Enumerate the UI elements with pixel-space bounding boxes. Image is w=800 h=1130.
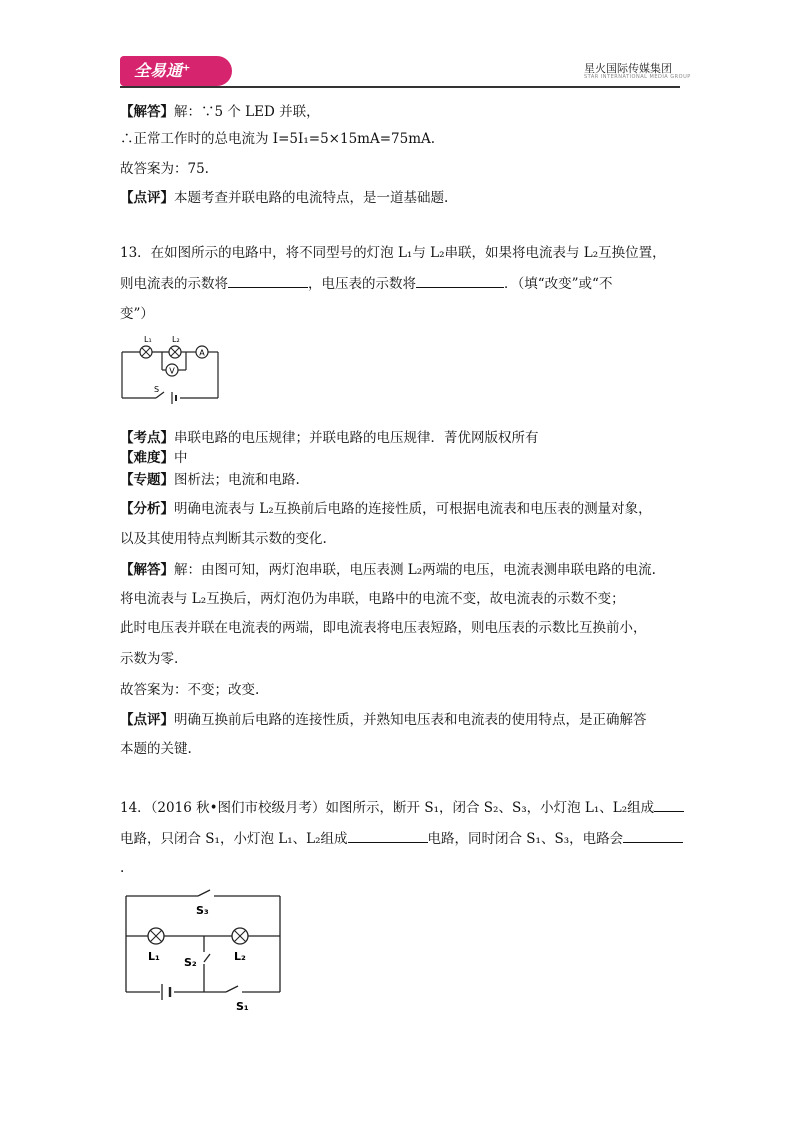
plus-icon: ⁺	[182, 61, 191, 80]
q12-comment-tag: 【点评】	[120, 190, 174, 206]
q14-stem-line2	[120, 828, 700, 849]
q13-stem-line2	[120, 273, 700, 294]
q13-stem-2b: ，电压表的示数将	[308, 276, 416, 292]
q13-dianping-tag: 【点评】	[120, 712, 174, 728]
q14-blank-2[interactable]	[348, 828, 428, 843]
q14-stem-line1	[120, 797, 700, 818]
q12-answer-tag: 【解答】	[120, 104, 174, 120]
q13-fenxi-line1	[120, 499, 700, 519]
q12-answer-line1	[120, 102, 700, 122]
q12-comment	[120, 188, 700, 208]
q13-nandu-text: 中	[174, 450, 188, 466]
lamp-l2-label: L₂	[172, 335, 180, 344]
q13-jieda-tag: 【解答】	[120, 562, 174, 578]
q13-jieda-line1	[120, 560, 700, 580]
q13-nandu	[120, 448, 700, 468]
q14-circuit-diagram	[118, 884, 288, 1014]
q13-zhuanti	[120, 470, 700, 490]
q12-comment-text: 本题考查并联电路的电流特点，是一道基础题.	[174, 190, 449, 206]
lamp-l2-icon	[169, 346, 181, 358]
q13-stem-2a: 则电流表的示数将	[120, 276, 228, 292]
q13-dianping-line1	[120, 710, 700, 730]
switch-s3-label: S₃	[196, 904, 209, 917]
lamp-l1-icon	[140, 346, 152, 358]
q13-jieda-line4: 示数为零.	[120, 651, 179, 667]
q13-fenxi-text1: 明确电流表与 L₂互换前后电路的连接性质，可根据电流表和电压表的测量对象，	[174, 501, 652, 517]
q12-answer-line2: ∴正常工作时的总电流为 I=5I₁=5×15mA=75mA.	[120, 131, 436, 147]
brand-name: 星火国际传媒集团	[584, 62, 672, 75]
q14-stem-2b: 电路，同时闭合 S₁、S₃，电路会	[427, 831, 624, 847]
q13-kaodian-tag: 【考点】	[120, 430, 174, 446]
q13-nandu-tag: 【难度】	[120, 450, 174, 466]
logo-text: 全易通	[134, 61, 183, 80]
q13-final-answer: 故答案为：不变；改变.	[120, 682, 260, 698]
page-header	[0, 0, 800, 90]
q14-stem-2a: 电路，只闭合 S₁，小灯泡 L₁、L₂组成	[120, 831, 348, 847]
q14-blank-1[interactable]	[654, 797, 684, 812]
switch-s1-label: S₁	[236, 1000, 249, 1013]
lamp-l1-label: L₁	[144, 335, 152, 344]
q13-dianping-text1: 明确互换前后电路的连接性质，并熟知电压表和电流表的使用特点，是正确解答	[174, 712, 647, 728]
brand-logo	[120, 56, 232, 86]
q12-final-answer: 故答案为：75.	[120, 161, 209, 177]
q13-circuit-diagram	[118, 330, 226, 410]
q13-kaodian-text: 串联电路的电压规律；并联电路的电压规律．菁优网版权所有	[174, 430, 539, 446]
q14-stem-line3: .	[120, 860, 125, 876]
q13-blank-1[interactable]	[228, 273, 308, 288]
q12-answer-text1: 解：∵5 个 LED 并联，	[174, 104, 320, 120]
lamp-l2-icon	[232, 928, 248, 944]
q13-dianping-line2: 本题的关键.	[120, 741, 192, 757]
brand-subtitle: STAR INTERNATIONAL MEDIA GROUP	[584, 74, 691, 80]
header-divider	[120, 86, 680, 88]
voltmeter-label: V	[169, 366, 175, 376]
q13-blank-2[interactable]	[416, 273, 504, 288]
q13-zhuanti-text: 图析法；电流和电路.	[174, 472, 300, 488]
lamp-l2-label: L₂	[234, 950, 246, 963]
q14-blank-3[interactable]	[623, 828, 683, 843]
q13-fenxi-tag: 【分析】	[120, 501, 174, 517]
q13-jieda-line3: 此时电压表并联在电流表的两端，即电流表将电压表短路，则电压表的示数比互换前小，	[120, 620, 647, 636]
lamp-l1-icon	[148, 928, 164, 944]
switch-s2-label: S₂	[184, 956, 197, 969]
q13-stem-2c: ．（填“改变”或“不	[504, 276, 613, 292]
switch-label: S	[154, 385, 160, 394]
q13-fenxi-line2: 以及其使用特点判断其示数的变化.	[120, 531, 327, 547]
q13-kaodian	[120, 428, 700, 448]
q13-stem-line3: 变”）	[120, 306, 154, 322]
q13-stem-line1: 13．在如图所示的电路中，将不同型号的灯泡 L₁与 L₂串联，如果将电流表与 L₂互换位置，	[120, 245, 666, 261]
lamp-l1-label: L₁	[148, 950, 160, 963]
q14-stem-1: 14．（2016 秋•图们市校级月考）如图所示，断开 S₁，闭合 S₂、S₃，小灯泡 L₁、L₂组成	[120, 800, 655, 816]
ammeter-label: A	[199, 348, 205, 358]
q13-zhuanti-tag: 【专题】	[120, 472, 174, 488]
q13-jieda-text1: 解：由图可知，两灯泡串联，电压表测 L₂两端的电压，电流表测串联电路的电流.	[174, 562, 656, 578]
q13-jieda-line2: 将电流表与 L₂互换后，两灯泡仍为串联，电路中的电流不变，故电流表的示数不变；	[120, 591, 625, 607]
